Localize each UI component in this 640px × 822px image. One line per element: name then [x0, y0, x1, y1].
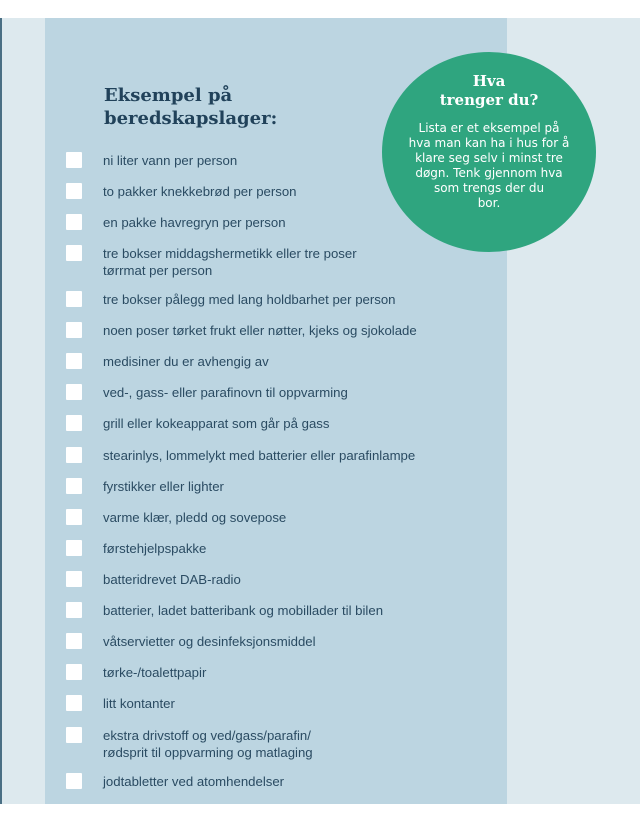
checklist-item-label — [103, 695, 175, 712]
checklist-item-line: noen poser tørket frukt eller nøtter, kjeks og sjokolade — [103, 323, 417, 338]
checklist-item — [66, 773, 466, 790]
checklist-item — [66, 322, 466, 339]
checklist-item-line: varme klær, pledd og sovepose — [103, 510, 287, 525]
checkbox[interactable] — [66, 773, 82, 789]
checklist-item-line: batteridrevet DAB-radio — [103, 572, 241, 587]
checkbox[interactable] — [66, 571, 82, 587]
checklist-item — [66, 727, 466, 761]
checklist-item-label — [103, 509, 286, 526]
checkbox[interactable] — [66, 322, 82, 338]
checklist-item-label — [103, 664, 206, 681]
checklist-item — [66, 214, 466, 231]
checklist-item — [66, 291, 466, 308]
heading-line: beredskapslager: — [104, 108, 278, 129]
checklist-item — [66, 695, 466, 712]
checklist-item — [66, 245, 466, 279]
checkbox[interactable] — [66, 214, 82, 230]
checklist-item-label — [103, 291, 396, 308]
info-circle-title — [382, 72, 596, 110]
heading-line: Eksempel på — [104, 85, 233, 106]
checklist-item-label — [103, 353, 269, 370]
checklist-item-line: batterier, ladet batteribank og mobillader til bilen — [103, 603, 384, 618]
info-text-line: bor. — [477, 196, 501, 210]
checklist-item — [66, 447, 466, 464]
checklist-item-line: stearinlys, lommelykt med batterier eller parafinlampe — [103, 448, 416, 463]
checklist-item-label — [103, 214, 286, 231]
checklist-item-label — [103, 602, 383, 619]
checkbox[interactable] — [66, 152, 82, 168]
checklist-item-line: jodtabletter ved atomhendelser — [103, 774, 285, 789]
checklist-item-label — [103, 571, 241, 588]
checklist-item — [66, 571, 466, 588]
checklist-item-label — [103, 447, 415, 464]
info-title-line: Hva — [472, 72, 506, 90]
info-text-line: klare seg selv i minst tre — [415, 151, 563, 165]
checklist-item-label — [103, 152, 237, 169]
checklist-item-line: tre bokser middagshermetikk eller tre poser — [103, 246, 357, 261]
checkbox[interactable] — [66, 540, 82, 556]
checklist-item-line: medisiner du er avhengig av — [103, 354, 269, 369]
checkbox[interactable] — [66, 478, 82, 494]
checklist-item-label — [103, 415, 330, 432]
info-circle-text — [382, 121, 596, 211]
checklist-item-label — [103, 245, 357, 279]
info-title-line: trenger du? — [439, 91, 539, 109]
checklist-item-line: ekstra drivstoff og ved/gass/parafin/ — [103, 728, 311, 743]
checklist-item — [66, 602, 466, 619]
checklist-item — [66, 664, 466, 681]
checklist-item-label — [103, 540, 206, 557]
checkbox[interactable] — [66, 183, 82, 199]
checklist-item-label — [103, 727, 313, 761]
checklist-item-line: grill eller kokeapparat som går på gass — [103, 416, 330, 431]
checkbox[interactable] — [66, 695, 82, 711]
checklist-item-line: førstehjelpspakke — [103, 541, 207, 556]
left-edge-line — [0, 18, 2, 804]
info-text-line: Lista er et eksempel på — [418, 121, 560, 135]
checklist-item-line: ved-, gass- eller parafinovn til oppvarming — [103, 385, 348, 400]
checklist-item-label — [103, 183, 297, 200]
checkbox[interactable] — [66, 353, 82, 369]
checklist-item-label — [103, 633, 316, 650]
checklist-item-label — [103, 384, 348, 401]
checklist-item — [66, 633, 466, 650]
checklist-item-line: tørke-/toalettpapir — [103, 665, 207, 680]
info-text-line: hva man kan ha i hus for å — [408, 136, 570, 150]
checklist-item-line: tre bokser pålegg med lang holdbarhet per person — [103, 292, 396, 307]
checkbox[interactable] — [66, 384, 82, 400]
checklist-item-line: ni liter vann per person — [103, 153, 238, 168]
checklist-item-line: litt kontanter — [103, 696, 175, 711]
checkbox[interactable] — [66, 633, 82, 649]
checkbox[interactable] — [66, 727, 82, 743]
checklist-item-label — [103, 478, 224, 495]
checkbox[interactable] — [66, 291, 82, 307]
checklist-item — [66, 509, 466, 526]
checklist-item — [66, 415, 466, 432]
checkbox[interactable] — [66, 415, 82, 431]
checkbox[interactable] — [66, 602, 82, 618]
checkbox[interactable] — [66, 664, 82, 680]
checklist-item — [66, 478, 466, 495]
checklist-item — [66, 353, 466, 370]
info-circle — [382, 52, 596, 252]
checklist-item-label — [103, 322, 417, 339]
info-text-line: døgn. Tenk gjennom hva — [415, 166, 563, 180]
checklist-item-line: rødsprit til oppvarming og matlaging — [103, 745, 313, 760]
checklist-item — [66, 384, 466, 401]
info-text-line: som trengs der du — [433, 181, 545, 195]
checklist-item-line: to pakker knekkebrød per person — [103, 184, 297, 199]
checklist-item-label — [103, 773, 284, 790]
checkbox[interactable] — [66, 245, 82, 261]
checkbox[interactable] — [66, 509, 82, 525]
checklist-item-line: tørrmat per person — [103, 263, 213, 278]
checkbox[interactable] — [66, 447, 82, 463]
checklist-item — [66, 540, 466, 557]
checklist-item-line: fyrstikker eller lighter — [103, 479, 224, 494]
checklist-item-line: en pakke havregryn per person — [103, 215, 286, 230]
checklist-heading — [104, 84, 344, 130]
checklist-item-line: våtservietter og desinfeksjonsmiddel — [103, 634, 316, 649]
